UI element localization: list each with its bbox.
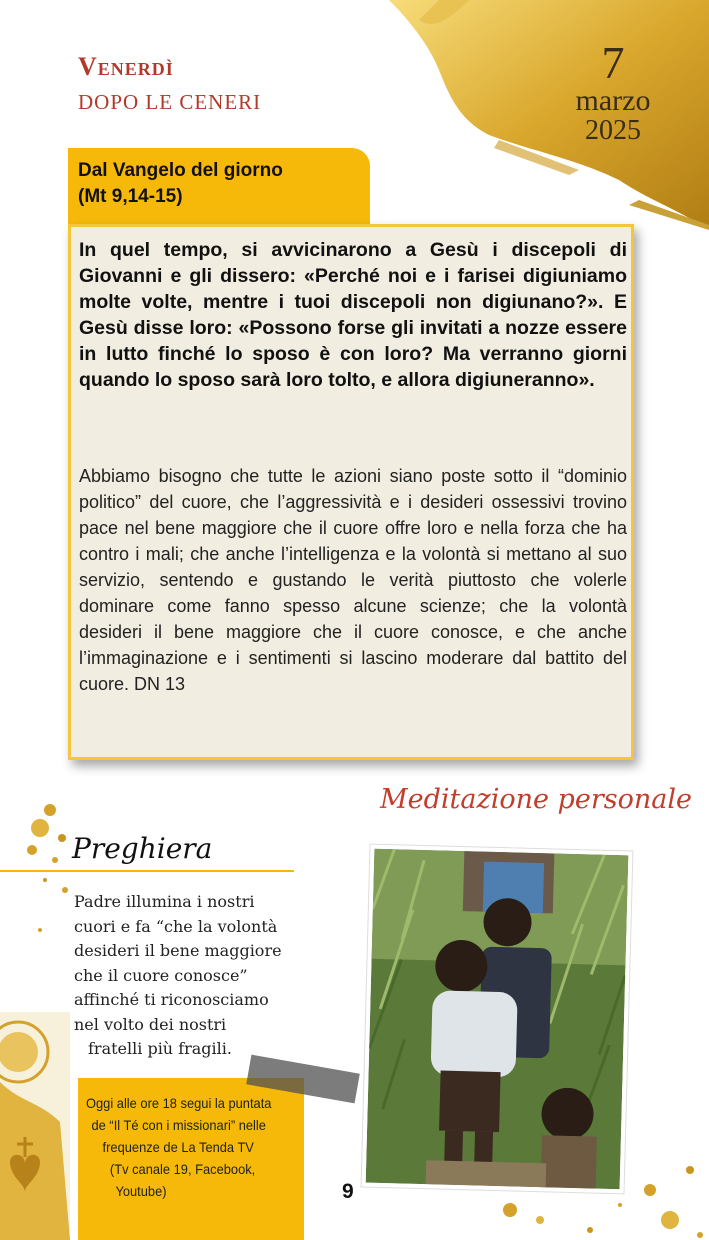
day-name: Venerdì: [78, 52, 174, 81]
date-day: 7: [601, 37, 625, 88]
gospel-tab: [68, 148, 370, 230]
note-line: de “Il Té con i missionari” nelle: [91, 1117, 266, 1133]
date-year: 2025: [585, 115, 641, 146]
prayer-line: affinché ti riconosciamo: [74, 990, 269, 1009]
prayer-divider: [0, 870, 294, 872]
tv-announcement-text: [86, 1092, 283, 1202]
meditation-title: Meditazione personale: [380, 784, 692, 815]
prayer-line: nel volto dei nostri: [74, 1014, 227, 1034]
page-number: 9: [342, 1180, 354, 1203]
prayer-title: Preghiera: [72, 832, 213, 865]
prayer-line: cuori e fa “che la volontà: [74, 916, 278, 936]
note-line: Youtube): [115, 1183, 167, 1199]
gospel-heading: [78, 158, 283, 210]
note-line: Oggi alle ore 18 segui la puntata: [86, 1095, 272, 1111]
day-subtitle: DOPO LE CENERI: [78, 90, 262, 114]
gospel-text: In quel tempo, si avvicinarono a Gesù i discepoli di Giovanni e gli dissero: «Perché noi e i farisei digiuniamo molte volte, mentre i tuoi discepoli non digiunano?». E Gesù disse loro: «Possono forse gli invitati a nozze essere in lutto finché lo sposo è con loro? Ma verranno giorni quando lo sposo sarà loro tolto, e allora digiuneranno».: [79, 239, 627, 391]
tv-announcement: [78, 1078, 304, 1240]
gospel-heading-title: Dal Vangelo del giorno: [78, 160, 283, 181]
children-walking-photo: [366, 849, 629, 1190]
prayer-line: fratelli più fragili.: [88, 1039, 232, 1058]
reflection-text: Abbiamo bisogno che tutte le azioni siano poste sotto il “dominio politico” del cuore, che l’aggressività e i desideri ossessivi trovino pace nel bene maggiore che il cuore offre loro e nella forza che ha contro i mali; che anche l’intelligenza e la volontà si mettano al suo servizio, sentendo e gustando le verità piuttosto che volerle dominare come fanno spesso alcune scienze; che la volontà desideri il bene maggiore che il cuore conosce, e che anche l’immaginazione e i sentimenti si lascino moderare dal battito del cuore. DN 13: [79, 466, 627, 694]
gold-splatter-decoration: [470, 1150, 709, 1240]
prayer-line: che il cuore conosce”: [74, 965, 248, 985]
note-line: frequenze de La Tenda TV: [102, 1139, 254, 1155]
gospel-box: [68, 224, 634, 760]
date-block: [548, 37, 678, 146]
sacred-heart-icon: [0, 1012, 70, 1240]
photo-frame: [362, 845, 633, 1194]
gospel-reference: (Mt 9,14-15): [78, 186, 183, 207]
prayer-line: Padre illumina i nostri: [74, 892, 255, 911]
date-month: marzo: [575, 84, 651, 117]
prayer-text: [74, 890, 334, 1062]
note-line: (Tv canale 19, Facebook,: [109, 1161, 256, 1177]
prayer-line: desideri il bene maggiore: [74, 941, 282, 960]
